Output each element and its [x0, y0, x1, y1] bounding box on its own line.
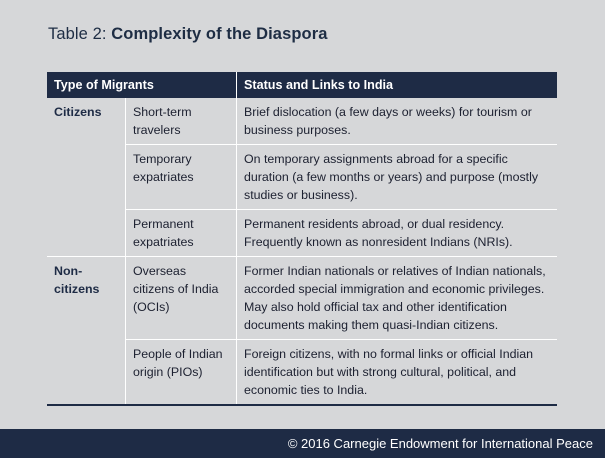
group-label-non-citizens: Non-citizens [47, 257, 126, 405]
migrant-type: Short-term travelers [126, 98, 237, 145]
table-title-prefix: Table 2: [48, 25, 112, 43]
table-row [47, 257, 557, 340]
migrant-status: Former Indian nationals or relatives of Indian nationals, accorded special immigration and economic privileges. May also hold official tax and other identification documents making them quasi-Indian citizens. [237, 257, 558, 340]
migrant-type: Temporary expatriates [126, 145, 237, 210]
migrant-status: Foreign citizens, with no formal links or official Indian identification but with strong cultural, political, and economic ties to India. [244, 347, 534, 397]
footer-bar [0, 429, 605, 458]
table-bottom-rule [47, 404, 557, 406]
migrant-type: Permanent expatriates [126, 210, 237, 257]
group-label-citizens: Citizens [47, 98, 126, 257]
table-header-row [47, 72, 557, 98]
table-title [48, 25, 328, 44]
table-title-name: Complexity of the Diaspora [111, 25, 328, 43]
header-status-links: Status and Links to India [237, 72, 558, 98]
header-type-of-migrants: Type of Migrants [47, 72, 237, 98]
migrant-type: People of Indian origin (PIOs) [126, 340, 237, 405]
migrant-status: Permanent residents abroad, or dual residency. Frequently known as nonresident Indians (NRIs). [237, 210, 558, 257]
diaspora-table [47, 72, 557, 405]
copyright-text: © 2016 Carnegie Endowment for International Peace [287, 436, 593, 451]
migrant-type: Overseas citizens of India (OCIs) [126, 257, 237, 340]
migrant-status: On temporary assignments abroad for a specific duration (a few months or years) and purpose (mostly studies or business). [237, 145, 558, 210]
migrant-status: Brief dislocation (a few days or weeks) for tourism or business purposes. [237, 98, 558, 145]
table-row [47, 98, 557, 145]
